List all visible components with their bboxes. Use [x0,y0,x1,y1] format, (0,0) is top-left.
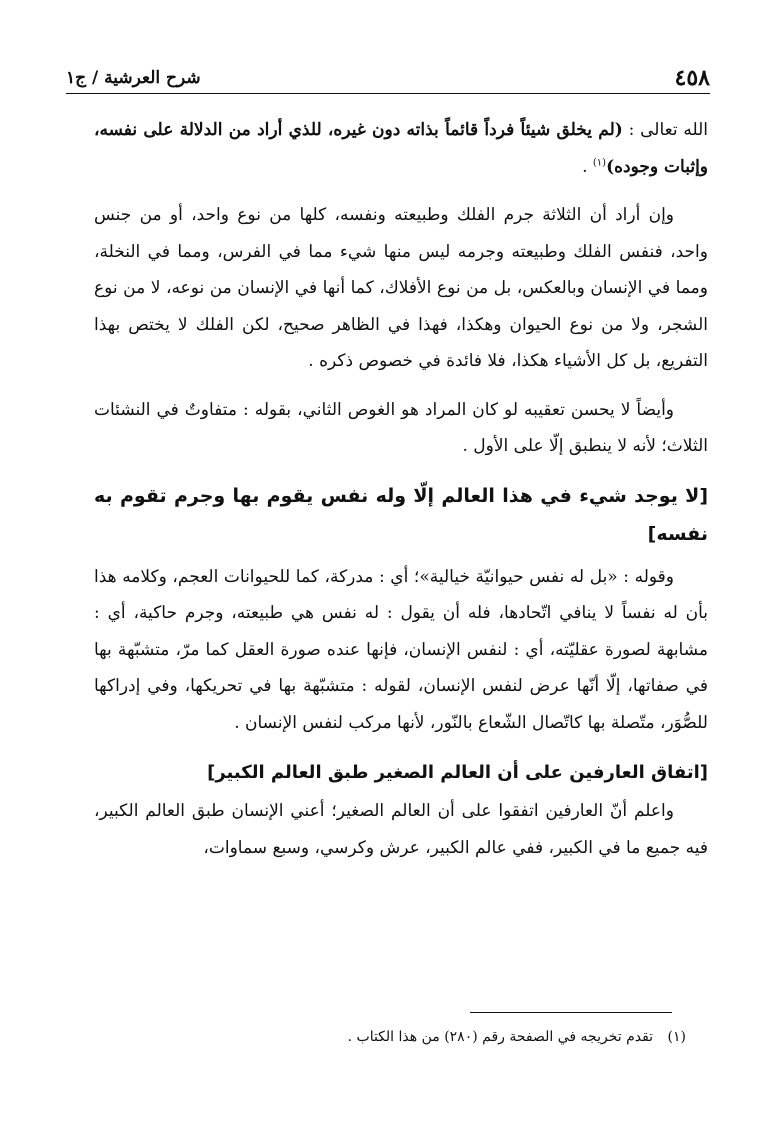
footnote-text: تقدم تخريجه في الصفحة رقم (٢٨٠) من هذا الكتاب . [347,1029,654,1045]
quote-bold: (لم يخلق شيئاً فرداً قائماً بذاته دون غيره، للذي أراد من الدلالة على نفسه، وإثبات وجوده) [94,120,708,177]
footnote-number: (١) [667,1029,686,1045]
running-title: شرح العرشية / ج١ [66,68,201,88]
page-number: ٤٥٨ [674,65,710,91]
paragraph: وأيضاً لا يحسن تعقيبه لو كان المراد هو الغوص الثاني، بقوله : متفاوتٌ في النشئات الثلاث؛ لأنه لا ينطبق إلّا على الأول . [94,399,708,456]
paragraph-quote [94,112,708,185]
paragraph: وإن أراد أن الثلاثة جرم الفلك وطبيعته ونفسه، كلها من نوع واحد، أو من جنس واحد، فنفس الفلك وطبيعته وجرمه ليس منها شيء مما في الفرس، ومما في النخلة، ومما في الإنسان وبالعكس، بل من نوع الأفلاك، كما أنها في الإنسان من نوعه، لا من نوع الشجر، ولا من نوع الحيوان وهكذا، فهذا في الظاهر صحيح، لكن الفلك لا يختص بهذا التفريع، بل كل الأشياء هكذا، فلا فائدة في خصوص ذكره . [94,205,708,371]
quote-lead: الله تعالى : [622,120,708,140]
page-body [94,112,708,866]
footnote-rule [470,1012,672,1013]
section-heading: [اتفاق العارفين على أن العالم الصغير طبق العالم الكبير] [207,762,708,783]
paragraph: واعلم أنّ العارفين اتفقوا على أن العالم الصغير؛ أعني الإنسان طبق العالم الكبير، فيه جميع ما في الكبير، ففي عالم الكبير، عرش وكرسي، وسبع سماوات، [94,801,708,858]
footnote-ref[interactable]: (١) [592,156,607,168]
quote-tail: . [582,156,593,177]
section-heading: [لا يوجد شيء في هذا العالم إلّا وله نفس يقوم بها وجرم تقوم به نفسه] [94,484,708,545]
header-rule [66,93,710,94]
footnote [348,1024,686,1050]
paragraph: وقوله : «بل له نفس حيوانيّة خيالية»؛ أي : مدركة، كما للحيوانات العجم، وكلامه هذا بأن له نفساً لا ينافي اتّحادها، فله أن يقول : له نفس هي طبيعته، وجرم حاكية، أي : مشابهة لصورة عقليّته، أي : لنفس الإنسان، فإنها عنده صورة العقل كما مرّ، متشبّهة بها في صفاتها، إلّا أنّها عرض لنفس الإنسان، لقوله : متشبّهة بها في تحريكها، وفي إدراكها للصُّوَر، متّصلة بها كاتّصال الشّعاع بالنّور، لأنها مركب لنفس الإنسان . [94,566,708,733]
page-header [66,62,710,94]
